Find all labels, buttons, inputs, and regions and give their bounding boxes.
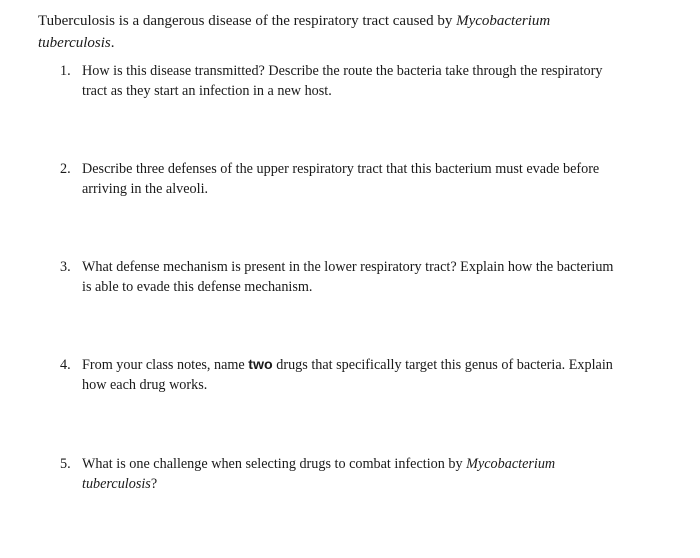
question-number: 3.	[60, 259, 71, 275]
question-text: How is this disease transmitted? Describe the route the bacteria take through the respiratory tract as they start an infection in a new host.	[82, 63, 603, 99]
question-4	[60, 355, 620, 395]
question-number: 1.	[60, 63, 71, 79]
question-number: 2.	[60, 161, 71, 177]
question-number: 4.	[60, 357, 71, 373]
intro-organism-name: Mycobacterium tuberculosis	[38, 13, 551, 51]
question-text: What defense mechanism is present in the lower respiratory tract? Explain how the bacterium is able to evade this defense mechanism.	[82, 259, 614, 295]
question-text: Describe three defenses of the upper respiratory tract that this bacterium must evade before arriving in the alveoli.	[82, 161, 600, 197]
question-text	[82, 355, 620, 395]
intro-paragraph	[38, 10, 598, 54]
question-1	[60, 61, 620, 101]
question-5	[60, 454, 620, 494]
organism-name: Mycobacterium tuberculosis	[82, 456, 556, 492]
question-2	[60, 159, 620, 199]
question-text	[82, 454, 620, 494]
intro-text: Tuberculosis is a dangerous disease of the respiratory tract caused by	[38, 13, 457, 29]
question-number: 5.	[60, 456, 71, 472]
intro-period: .	[110, 35, 115, 51]
question-text-start: What is one challenge when selecting drugs to combat infection by	[82, 456, 467, 472]
emphasis-word: two	[248, 357, 273, 373]
question-text-end: drugs that specifically target this genus of bacteria. Explain how each drug works.	[82, 357, 613, 393]
question-text-start: From your class notes, name	[82, 357, 249, 373]
question-mark: ?	[150, 476, 158, 492]
question-3	[60, 257, 620, 297]
